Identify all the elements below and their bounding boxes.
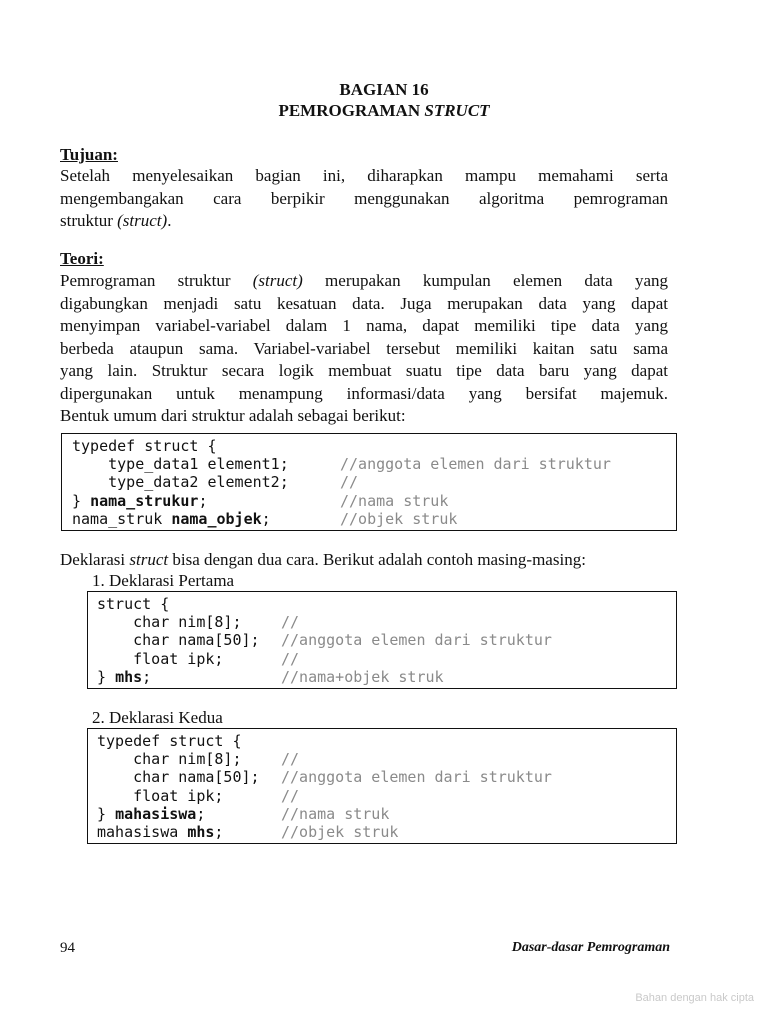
list-item-second: 2. Deklarasi Kedua (92, 708, 223, 727)
code-comment: //objek struk (281, 822, 399, 841)
code-token: ; (261, 509, 271, 528)
text-run: bisa dengan dua cara. Berikut adalah contoh masing-masing: (168, 550, 586, 569)
code-line: type_data2 element2; (72, 473, 289, 492)
teori-line: berbeda ataupun sama. Variabel-variabel tersebut memiliki kaitan satu sama (60, 338, 668, 358)
code-line: type_data1 element1; (72, 455, 289, 474)
code-line (97, 823, 223, 841)
code-comment: //nama struk (340, 491, 449, 510)
text-run: . (167, 211, 172, 230)
chapter-subtitle (0, 101, 768, 121)
code-token: ; (214, 822, 224, 841)
code-line (72, 492, 207, 510)
teori-paragraph (60, 270, 668, 428)
deklarasi-intro (60, 549, 668, 572)
code-line: char nama[50]; (97, 631, 260, 650)
code-comment: // (340, 473, 359, 492)
teori-line: dipergunakan untuk menampung informasi/data yang bersifat majemuk. (60, 383, 668, 403)
code-token: } (97, 804, 116, 823)
subtitle-prefix: PEMROGRAMAN (278, 101, 425, 120)
teori-line: menyimpan variabel-variabel dalam 1 nama, dapat memiliki tipe data yang (60, 316, 668, 335)
deklarasi-line (60, 549, 668, 572)
code-block-general (61, 433, 677, 531)
code-token: nama_struk (72, 509, 172, 528)
tujuan-line-last (60, 210, 668, 233)
code-comment: // (281, 786, 300, 805)
code-token-bold: mahasiswa (115, 804, 197, 823)
code-token: } (72, 491, 91, 510)
code-line: typedef struct { (72, 437, 217, 455)
chapter-title: BAGIAN 16 (339, 80, 429, 99)
code-line (97, 668, 151, 686)
code-comment: //nama struk (281, 804, 390, 823)
code-token: ; (142, 667, 152, 686)
code-line: char nim[8]; (97, 750, 242, 769)
text-run: Pemrograman struktur (60, 271, 253, 290)
code-token-bold: nama_strukur (90, 491, 199, 510)
teori-heading: Teori: (60, 249, 104, 268)
code-line: float ipk; (97, 649, 224, 668)
code-token: ; (196, 804, 206, 823)
text-run: Deklarasi (60, 550, 130, 569)
code-token-bold: mhs (115, 667, 143, 686)
list-item-first: 1. Deklarasi Pertama (92, 571, 235, 590)
code-line: float ipk; (97, 786, 224, 805)
code-line: struct { (97, 595, 170, 613)
code-token: mahasiswa (97, 822, 188, 841)
code-comment: // (281, 750, 300, 769)
code-comment: //anggota elemen dari struktur (281, 631, 552, 650)
text-run: struktur (60, 211, 118, 230)
teori-line-first (60, 270, 668, 293)
text-run-italic: struct (129, 550, 169, 569)
code-line: typedef struct { (97, 732, 242, 750)
code-comment: //anggota elemen dari struktur (281, 768, 552, 787)
code-token: } (97, 667, 116, 686)
code-block-first (87, 591, 677, 689)
text-run: merupakan kumpulan elemen data yang (302, 271, 668, 290)
code-token: ; (198, 491, 208, 510)
teori-line: yang lain. Struktur secara logik membuat suatu tipe data baru yang dapat (60, 361, 668, 380)
teori-line-last: Bentuk umum dari struktur adalah sebagai berikut: (60, 406, 406, 425)
copyright-watermark: Bahan dengan hak cipta (635, 992, 754, 1004)
code-token-bold: mhs (187, 822, 215, 841)
running-footer-title: Dasar-dasar Pemrograman (511, 940, 670, 955)
code-comment: //anggota elemen dari struktur (340, 455, 611, 474)
subtitle-italic: STRUCT (424, 101, 490, 120)
code-line: char nama[50]; (97, 768, 260, 787)
tujuan-line: Setelah menyelesaikan bagian ini, diharapkan mampu memahami serta (60, 166, 668, 185)
code-comment: //nama+objek struk (281, 667, 444, 686)
code-line: char nim[8]; (97, 613, 242, 632)
text-run-italic: (struct) (252, 271, 303, 290)
code-comment: // (281, 649, 300, 668)
code-line (97, 805, 205, 823)
code-comment: // (281, 613, 300, 632)
code-token-bold: nama_objek (171, 509, 262, 528)
code-comment: //objek struk (340, 509, 458, 528)
code-block-second (87, 728, 677, 844)
page-number: 94 (60, 940, 75, 956)
tujuan-line: mengembangakan cara berpikir menggunakan algoritma pemrograman (60, 188, 668, 208)
text-run-italic: (struct) (117, 211, 168, 230)
teori-line: digabungkan menjadi satu kesatuan data. Juga merupakan data yang dapat (60, 293, 668, 313)
code-line (72, 510, 271, 528)
tujuan-heading: Tujuan: (60, 145, 118, 164)
tujuan-paragraph (60, 165, 668, 233)
